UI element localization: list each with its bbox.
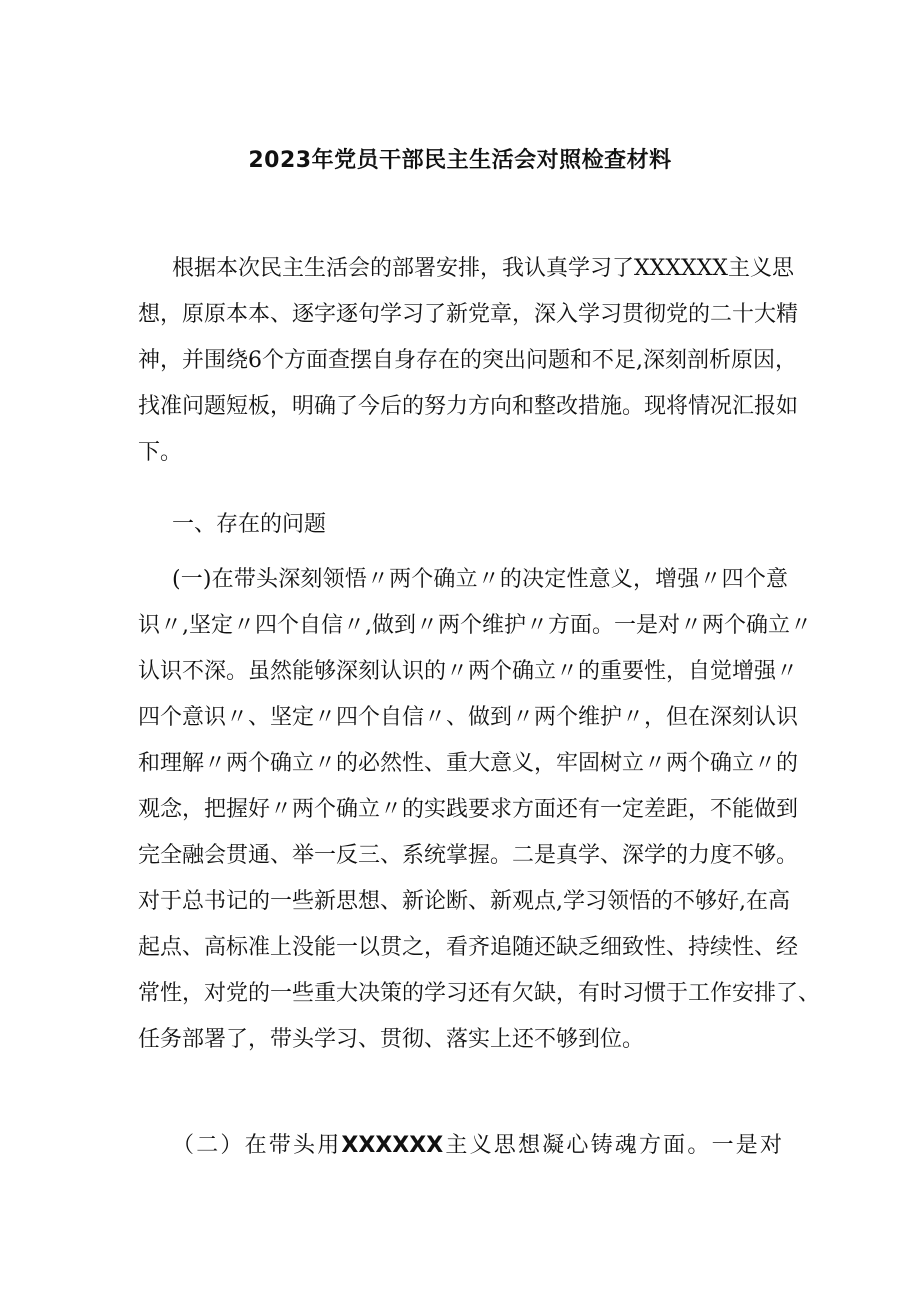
document-title: 2023年党员干部民主生活会对照检查材料: [248, 148, 672, 173]
subsection-1-line: 任务部署了，带头学习、贯彻、落实上还不够到位。: [138, 1027, 645, 1052]
subsection-2-bold: XXXXXX: [341, 1133, 444, 1158]
subsection-1-line: (一)在带头深刻领悟〃两个确立〃的决定性意义，增强〃四个意: [172, 567, 788, 592]
subsection-1-line: 认识不深。虽然能够深刻认识的〃两个确立〃的重要性，自觉增强〃: [138, 659, 799, 684]
subsection-1-paragraph: [138, 557, 821, 1063]
intro-line: 想，原原本本、逐字逐句学习了新党章，深入学习贯彻党的二十大精: [138, 302, 799, 327]
subsection-1-line: 和理解〃两个确立〃的必然性、重大意义，牢固树立〃两个确立〃的: [138, 751, 799, 776]
intro-line: 找准问题短板，明确了今后的努力方向和整改措施。现将情况汇报如: [138, 394, 799, 419]
subsection-1-line: 观念，把握好〃两个确立〃的实践要求方面还有一定差距，不能做到: [138, 797, 799, 822]
intro-line: 根据本次民主生活会的部署安排，我认真学习了XXXXXX主义思: [172, 256, 794, 281]
subsection-1-line: 对于总书记的一些新思想、新论断、新观点,学习领悟的不够好,在高: [138, 889, 790, 914]
subsection-2-prefix: （二）在带头用: [172, 1133, 342, 1158]
subsection-1-line: 常性，对党的一些重大决策的学习还有欠缺，有时习惯于工作安排了、: [138, 981, 821, 1006]
subsection-1-line: 识〃,坚定〃四个自信〃,做到〃两个维护〃方面。一是对〃两个确立〃: [138, 613, 812, 638]
subsection-1-line: 起点、高标准上没能一以贯之，看齐追随还缺乏细致性、持续性、经: [138, 935, 799, 960]
subsection-1-line: 四个意识〃、坚定〃四个自信〃、做到〃两个维护〃，但在深刻认识: [138, 705, 799, 730]
subsection-2-heading: [172, 1123, 782, 1169]
intro-line: 下。: [138, 440, 183, 465]
section-heading-problems: 一、存在的问题: [172, 512, 327, 537]
intro-line: 神，并围绕6个方面查摆自身存在的突出问题和不足,深刻剖析原因，: [138, 348, 797, 373]
subsection-1-line: 完全融会贯通、举一反三、系统掌握。二是真学、深学的力度不够。: [138, 843, 799, 868]
intro-paragraph: [138, 246, 799, 476]
subsection-2-suffix: 主义思想凝心铸魂方面。一是对: [443, 1133, 782, 1158]
